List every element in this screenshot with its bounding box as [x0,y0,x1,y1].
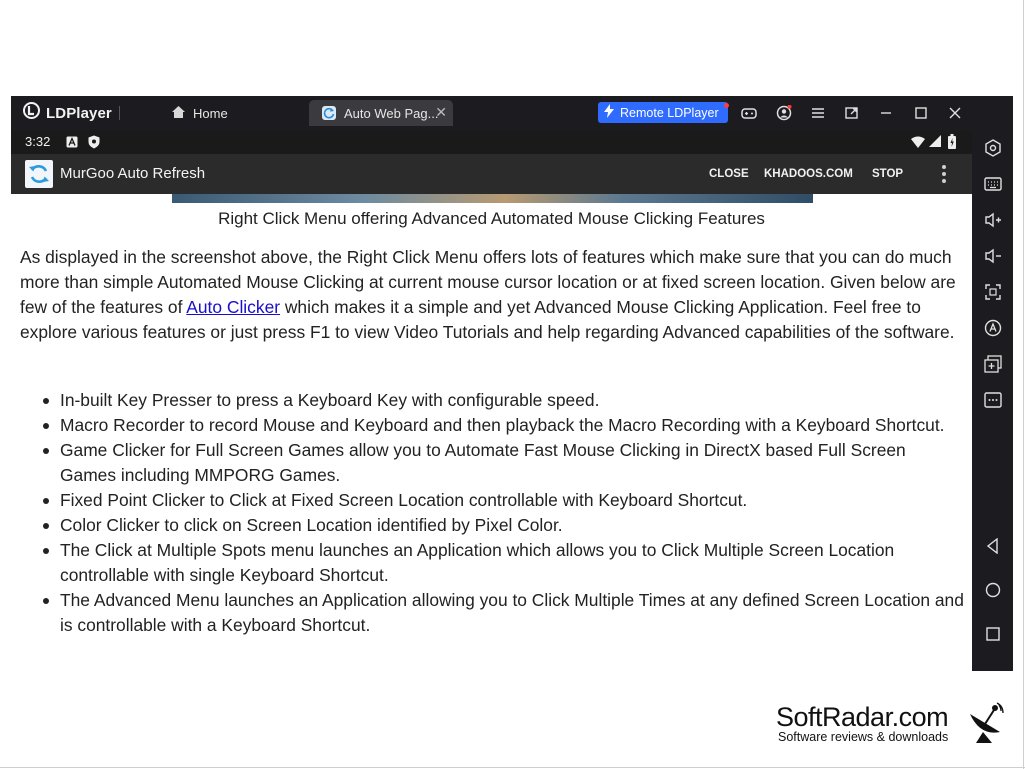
back-icon[interactable] [983,536,1003,556]
features-list [60,388,965,638]
satellite-dish-icon [966,702,1004,749]
app-bar [11,154,972,194]
fullscreen-icon[interactable] [983,282,1003,302]
features-paragraph [20,245,965,345]
overflow-menu-icon[interactable] [940,163,948,185]
web-content[interactable] [11,194,972,671]
close-window-icon[interactable] [947,105,963,121]
list-item: Macro Recorder to record Mouse and Keyboard and then playback the Macro Recording with a Keyboard Shortcut. [60,413,965,438]
list-item: Fixed Point Clicker to Click at Fixed Screen Location controllable with Keyboard Shortcut. [60,488,965,513]
close-action-button[interactable]: CLOSE [709,168,749,180]
auto-script-icon[interactable] [983,318,1003,338]
wifi-icon [911,136,925,151]
gamepad-icon[interactable] [741,105,757,121]
more-options-icon[interactable] [983,390,1003,410]
page-border-right [1023,0,1024,769]
recent-apps-icon[interactable] [983,624,1003,644]
tab-home-label: Home [193,105,228,121]
volume-down-icon[interactable] [983,246,1003,266]
title-bar [11,96,1013,130]
app-title: MurGoo Auto Refresh [60,165,206,182]
page-border-bottom [0,767,1025,768]
notification-dot [724,103,729,108]
list-item: In-built Key Presser to press a Keyboard Key with configurable speed. [60,388,965,413]
remote-ldplayer-label: Remote LDPlayer [620,105,719,120]
maximize-icon[interactable] [913,105,929,121]
tab-active-label: Auto Web Pag... [344,105,439,121]
refresh-app-icon [322,106,336,120]
auto-clicker-link[interactable]: Auto Clicker [186,297,281,317]
account-icon[interactable] [776,105,792,121]
android-screen [11,130,972,671]
status-time: 3:32 [25,134,51,149]
stop-action-button[interactable]: STOP [872,168,904,180]
remote-ldplayer-button[interactable] [598,102,728,123]
list-item: Color Clicker to click on Screen Location identified by Pixel Color. [60,513,965,538]
minimize-icon[interactable] [878,105,894,121]
watermark-subtitle: Software reviews & downloads [778,730,949,744]
ldplayer-window [11,96,1013,671]
ldplayer-logo [23,104,112,122]
list-item: The Advanced Menu launches an Application allowing you to Click Multiple Times at any defined Screen Location and is controllable with a Keyboard Shortcut. [60,588,965,638]
shield-icon [88,135,100,152]
tab-auto-web-page[interactable] [309,100,453,126]
watermark-title: SoftRadar.com [776,702,949,732]
title-separator [119,106,120,120]
signal-icon [929,135,941,150]
paragraph-text-before: As displayed in the screenshot above, the Right Click Menu offers lots of features which make sure that you can do much more than simple Automated Mouse Clicking at current mouse cursor location or at fixed screen location. Given below are few of the features of [20,247,956,317]
close-tab-icon[interactable]: ✕ [435,104,447,120]
list-item: The Click at Multiple Spots menu launches an Application which allows you to Click Multiple Screen Location controllable with single Keyboard Shortcut. [60,538,965,588]
ldplayer-logo-icon [23,102,40,124]
emulator-sidebar [972,96,1013,671]
keyboard-a-icon [66,136,78,151]
multi-instance-icon[interactable] [983,354,1003,374]
home-circle-icon[interactable] [983,580,1003,600]
softradar-watermark [776,702,1006,750]
list-item: Game Clicker for Full Screen Games allow you to Automate Fast Mouse Clicking in DirectX based Full Screen Games including MMPORG Games. [60,438,965,488]
app-name: LDPlayer [46,104,112,122]
image-caption: Right Click Menu offering Advanced Automated Mouse Clicking Features [218,209,765,228]
android-status-bar [11,130,972,154]
pop-out-icon[interactable] [844,105,860,121]
menu-icon[interactable] [810,105,826,121]
keyboard-icon[interactable] [983,174,1003,194]
volume-up-icon[interactable] [983,210,1003,230]
paragraph-text-after: which makes it a simple and yet Advanced Mouse Clicking Application. Feel free to explore various features or just press F1 to view Video Tutorials and help regarding Advanced capabilities of the software. [20,297,955,342]
khadoos-action-button[interactable]: KHADOOS.COM [764,168,853,180]
settings-hexagon-icon[interactable] [983,138,1003,158]
battery-icon [948,134,956,152]
murgoo-refresh-icon [25,160,53,188]
screenshot-image [172,194,813,203]
tab-home[interactable] [171,103,228,123]
home-icon [171,105,186,122]
lightning-icon [604,104,614,121]
